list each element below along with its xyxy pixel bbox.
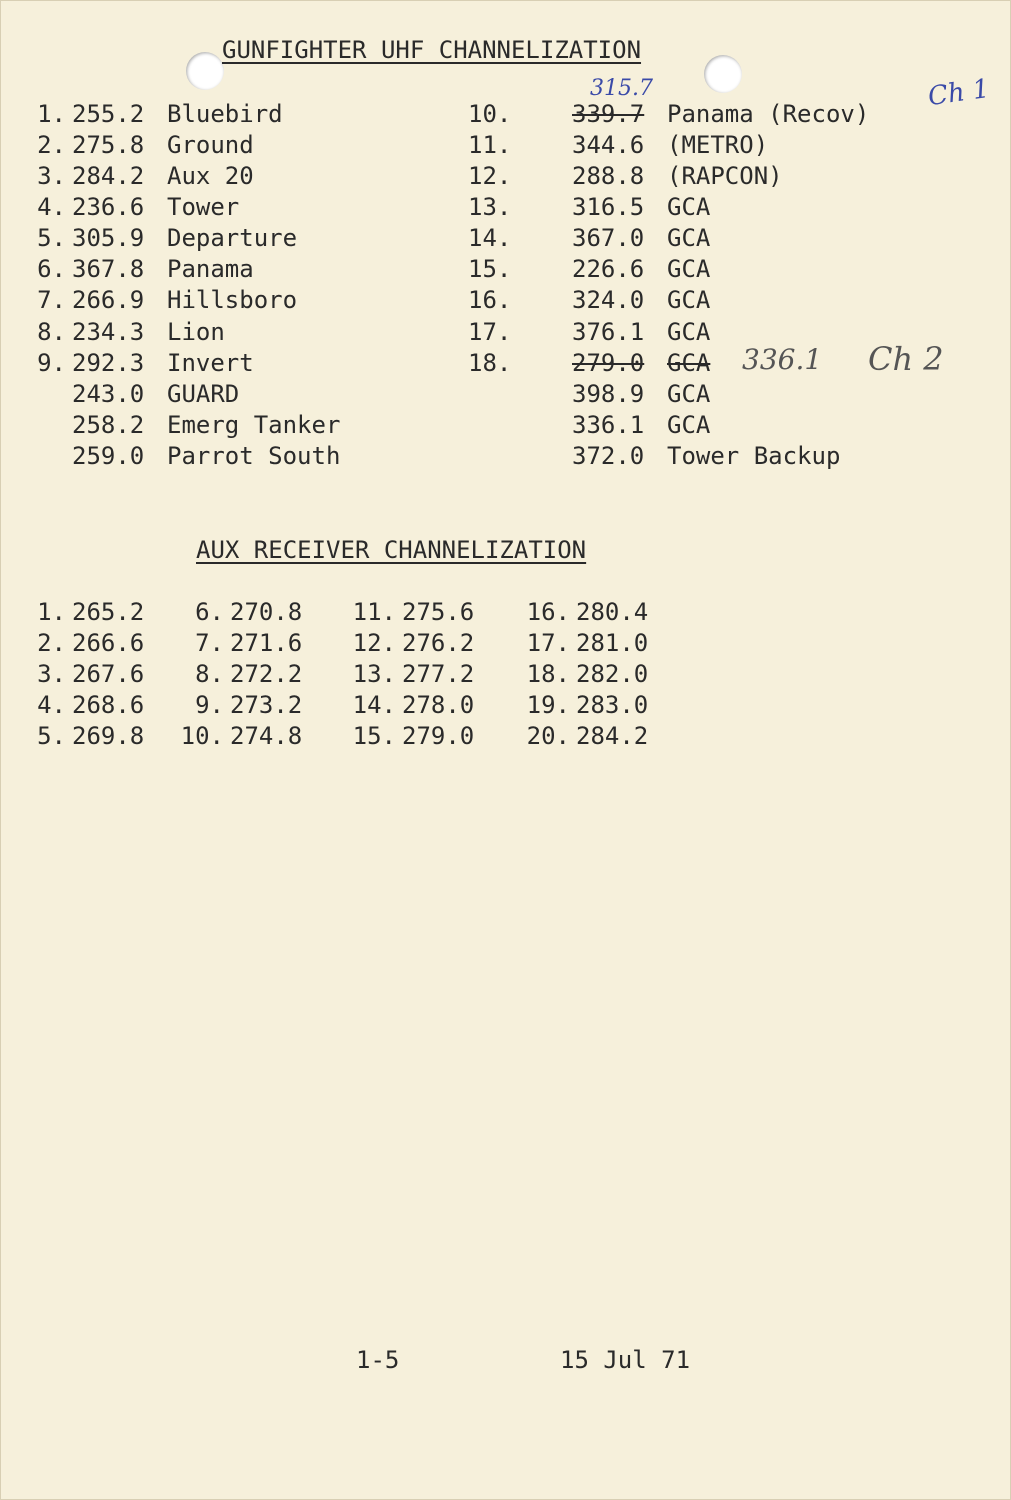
channel-name: (METRO) xyxy=(667,131,769,159)
channel-frequency: 284.2 xyxy=(576,722,649,750)
channel-name: Lion xyxy=(167,318,225,346)
channel-number: 9. xyxy=(195,691,224,719)
channel-name: GCA xyxy=(667,380,711,408)
channel-number: 5. xyxy=(37,224,66,252)
channel-frequency: 288.8 xyxy=(572,162,645,190)
channel-frequency: 367.0 xyxy=(572,224,645,252)
channel-frequency: 275.8 xyxy=(72,131,145,159)
channel-name: Hillsboro xyxy=(167,286,298,314)
channel-number: 3. xyxy=(37,660,66,688)
channel-frequency: 243.0 xyxy=(72,380,145,408)
channel-number: 4. xyxy=(37,193,66,221)
channel-name: Invert xyxy=(167,349,254,377)
channel-frequency: 234.3 xyxy=(72,318,145,346)
channel-number: 17. xyxy=(468,318,512,346)
channel-number: 10. xyxy=(468,100,512,128)
channel-frequency: 277.2 xyxy=(402,660,475,688)
channel-number: 18. xyxy=(526,660,570,688)
revision-date: 15 Jul 71 xyxy=(560,1346,691,1374)
channel-name: (RAPCON) xyxy=(667,162,783,190)
channel-number: 2. xyxy=(37,131,66,159)
channel-number: 11. xyxy=(468,131,512,159)
channel-name: GCA xyxy=(667,286,711,314)
channel-name: Departure xyxy=(167,224,298,252)
channel-number: 20. xyxy=(526,722,570,750)
channel-name: Ground xyxy=(167,131,254,159)
channel-frequency: 283.0 xyxy=(576,691,649,719)
channel-frequency: 255.2 xyxy=(72,100,145,128)
channel-frequency: 316.5 xyxy=(572,193,645,221)
channel-name: Tower Backup xyxy=(667,442,841,470)
page-number: 1-5 xyxy=(356,1346,400,1374)
channel-frequency: 270.8 xyxy=(230,598,303,626)
channel-number: 15. xyxy=(352,722,396,750)
channel-number: 18. xyxy=(468,349,512,377)
channel-name: GCA xyxy=(667,411,711,439)
channel-frequency: 305.9 xyxy=(72,224,145,252)
channel-frequency-struck: 279.0 xyxy=(572,349,645,377)
handwritten-correction: 315.7 xyxy=(590,76,653,101)
channel-number: 12. xyxy=(468,162,512,190)
channel-frequency: 265.2 xyxy=(72,598,145,626)
channel-frequency: 273.2 xyxy=(230,691,303,719)
channel-name: GCA xyxy=(667,224,711,252)
channel-number: 8. xyxy=(37,318,66,346)
channel-number: 13. xyxy=(468,193,512,221)
channel-frequency: 324.0 xyxy=(572,286,645,314)
channel-number: 13. xyxy=(352,660,396,688)
channel-frequency: 269.8 xyxy=(72,722,145,750)
handwritten-channel-note: Ch 2 xyxy=(868,340,944,378)
channel-name: Aux 20 xyxy=(167,162,254,190)
channel-frequency: 236.6 xyxy=(72,193,145,221)
channel-name: GCA xyxy=(667,193,711,221)
channel-frequency: 259.0 xyxy=(72,442,145,470)
channel-frequency: 266.6 xyxy=(72,629,145,657)
channel-frequency: 282.0 xyxy=(576,660,649,688)
channel-frequency: 226.6 xyxy=(572,255,645,283)
channel-number: 5. xyxy=(37,722,66,750)
channel-frequency: 274.8 xyxy=(230,722,303,750)
channel-frequency: 272.2 xyxy=(230,660,303,688)
channel-number: 16. xyxy=(468,286,512,314)
channel-number: 19. xyxy=(526,691,570,719)
channel-name: Bluebird xyxy=(167,100,283,128)
channel-name-struck: GCA xyxy=(667,349,711,377)
channel-frequency: 367.8 xyxy=(72,255,145,283)
channel-number: 3. xyxy=(37,162,66,190)
channel-number: 16. xyxy=(526,598,570,626)
channel-frequency: 267.6 xyxy=(72,660,145,688)
handwritten-channel-note: Ch 1 xyxy=(926,73,992,113)
channel-number: 10. xyxy=(180,722,224,750)
channel-number: 9. xyxy=(37,349,66,377)
channel-name: Tower xyxy=(167,193,240,221)
channel-number: 11. xyxy=(352,598,396,626)
channel-frequency-struck: 339.7 xyxy=(572,100,645,128)
channel-frequency: 280.4 xyxy=(576,598,649,626)
channel-number: 12. xyxy=(352,629,396,657)
channel-number: 6. xyxy=(195,598,224,626)
channel-number: 4. xyxy=(37,691,66,719)
channel-number: 1. xyxy=(37,598,66,626)
channel-frequency: 281.0 xyxy=(576,629,649,657)
channel-name: GCA xyxy=(667,318,711,346)
handwritten-correction: 336.1 xyxy=(742,343,823,376)
channel-name: Panama (Recov) xyxy=(667,100,870,128)
channel-frequency: 284.2 xyxy=(72,162,145,190)
aux-title: AUX RECEIVER CHANNELIZATION xyxy=(196,536,587,564)
uhf-title: GUNFIGHTER UHF CHANNELIZATION xyxy=(222,36,642,64)
channel-number: 8. xyxy=(195,660,224,688)
channel-name: Parrot South xyxy=(167,442,341,470)
channel-frequency: 275.6 xyxy=(402,598,475,626)
channel-number: 2. xyxy=(37,629,66,657)
channel-frequency: 376.1 xyxy=(572,318,645,346)
channel-frequency: 268.6 xyxy=(72,691,145,719)
channel-name: GUARD xyxy=(167,380,240,408)
channel-frequency: 278.0 xyxy=(402,691,475,719)
channel-number: 7. xyxy=(195,629,224,657)
channel-number: 6. xyxy=(37,255,66,283)
channel-frequency: 336.1 xyxy=(572,411,645,439)
channel-frequency: 398.9 xyxy=(572,380,645,408)
channel-frequency: 279.0 xyxy=(402,722,475,750)
channel-number: 15. xyxy=(468,255,512,283)
punch-hole-right xyxy=(704,55,742,93)
channel-name: Panama xyxy=(167,255,254,283)
channel-frequency: 258.2 xyxy=(72,411,145,439)
channel-name: GCA xyxy=(667,255,711,283)
channel-number: 14. xyxy=(352,691,396,719)
channel-frequency: 271.6 xyxy=(230,629,303,657)
channel-number: 17. xyxy=(526,629,570,657)
channel-number: 1. xyxy=(37,100,66,128)
channel-frequency: 292.3 xyxy=(72,349,145,377)
channel-frequency: 266.9 xyxy=(72,286,145,314)
channel-frequency: 344.6 xyxy=(572,131,645,159)
punch-hole-left xyxy=(186,52,224,90)
channel-number: 14. xyxy=(468,224,512,252)
channel-frequency: 372.0 xyxy=(572,442,645,470)
channel-frequency: 276.2 xyxy=(402,629,475,657)
channel-name: Emerg Tanker xyxy=(167,411,341,439)
channel-number: 7. xyxy=(37,286,66,314)
